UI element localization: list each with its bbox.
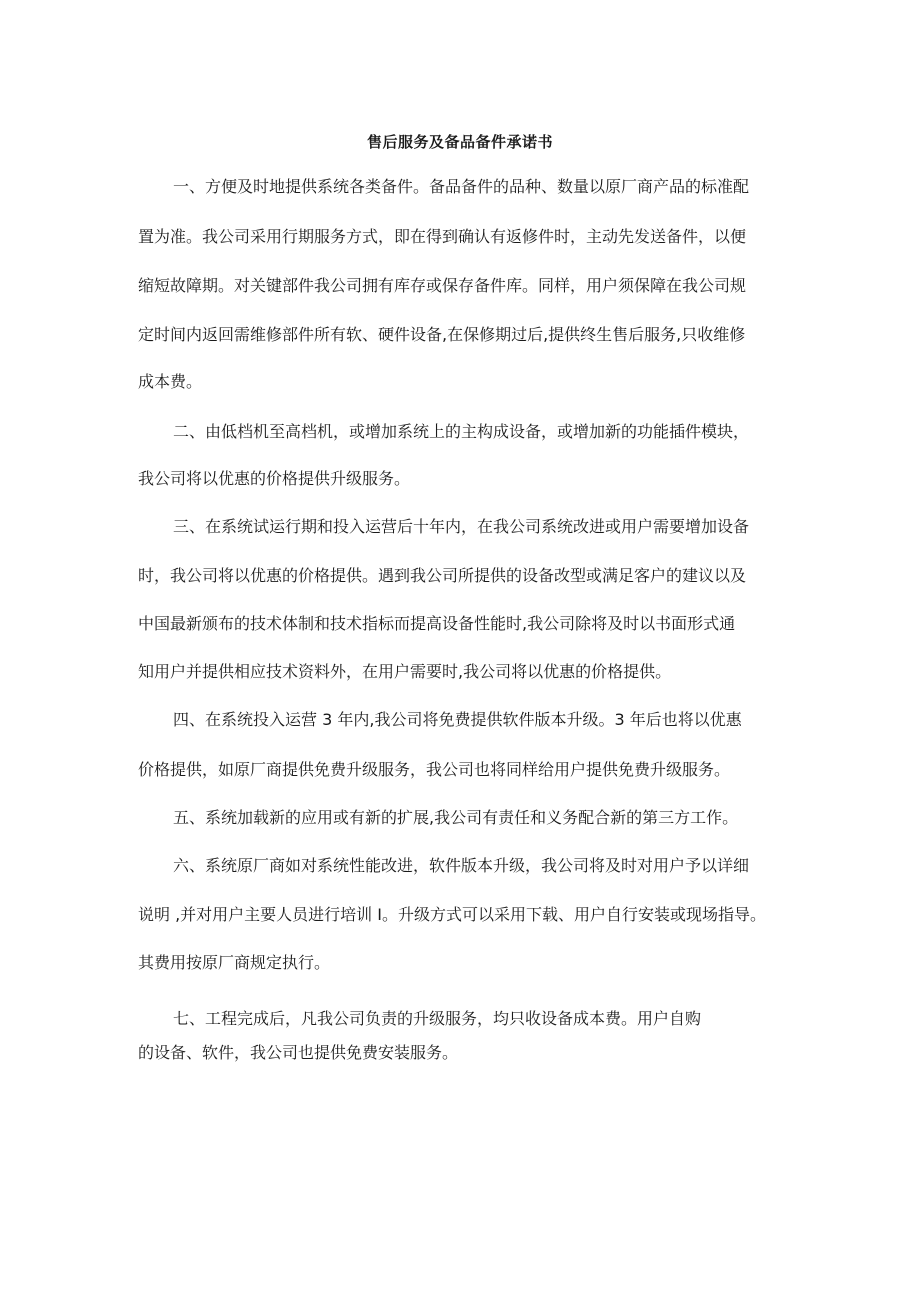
paragraph-4-line-2: 价格提供，如原厂商提供免费升级服务，我公司也将同样给用户提供免费升级服务。: [138, 760, 731, 779]
document-title: 售后服务及备品备件承诺书: [366, 133, 553, 151]
paragraph-1-line-5: 成本费。: [138, 372, 203, 391]
paragraph-3-line-1: 三、在系统试运行期和投入运营后十年内，在我公司系统改进或用户需要增加设备: [173, 517, 750, 536]
paragraph-6-line-1: 六、系统原厂商如对系统性能改进，软件版本升级，我公司将及时对用户予以详细: [173, 856, 750, 875]
paragraph-1-line-2: 置为准。我公司采用行期服务方式，即在得到确认有返修件时，主动先发送备件，以便: [138, 227, 747, 246]
paragraph-3-line-2: 时，我公司将以优惠的价格提供。遇到我公司所提供的设备改型或满足客户的建议以及: [138, 566, 747, 585]
paragraph-4-line-1: 四、在系统投入运营 3 年内,我公司将免费提供软件版本升级。3 年后也将以优惠: [173, 710, 742, 729]
paragraph-3-line-3: 中国最新颁布的技术体制和技术指标而提高设备性能时,我公司除将及时以书面形式通: [138, 614, 736, 633]
paragraph-2-line-2: 我公司将以优惠的价格提供升级服务。: [138, 469, 411, 488]
paragraph-6-line-2: 说明 ,并对用户主要人员进行培训 I。升级方式可以采用下载、用户自行安装或现场指导。: [138, 905, 766, 924]
paragraph-7-line-1: 七、工程完成后，凡我公司负责的升级服务，均只收设备成本费。用户自购: [173, 1009, 702, 1028]
paragraph-1-line-3: 缩短故障期。对关键部件我公司拥有库存或保存备件库。同样，用户须保障在我公司规: [138, 276, 747, 295]
paragraph-2-line-1: 二、由低档机至高档机，或增加系统上的主构成设备，或增加新的功能插件模块，: [173, 422, 750, 441]
paragraph-1-line-1: 一、方便及时地提供系统各类备件。备品备件的品种、数量以原厂商产品的标准配: [173, 177, 750, 196]
paragraph-5-line-1: 五、系统加载新的应用或有新的扩展,我公司有责任和义务配合新的第三方工作。: [173, 808, 739, 827]
paragraph-3-line-4: 知用户并提供相应技术资料外，在用户需要时,我公司将以优惠的价格提供。: [138, 662, 672, 681]
paragraph-7-line-2: 的设备、软件，我公司也提供免费安装服务。: [138, 1043, 459, 1062]
paragraph-1-line-4: 定时间内返回需维修部件所有软、硬件设备,在保修期过后,提供终生售后服务,只收维修: [138, 325, 746, 344]
paragraph-6-line-3: 其费用按原厂商规定执行。: [138, 953, 331, 972]
